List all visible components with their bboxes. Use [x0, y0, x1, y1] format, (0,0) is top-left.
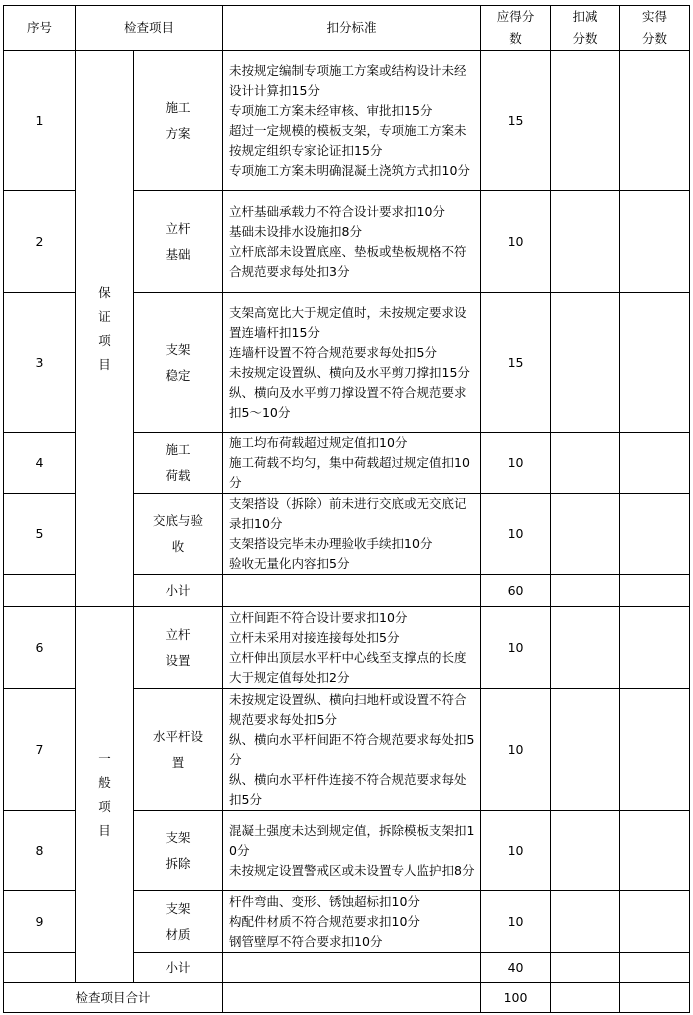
header-should-score: 应得分数: [481, 6, 551, 51]
should-score-cell: 10: [481, 891, 551, 953]
header-seq: 序号: [4, 6, 76, 51]
header-check-item: 检查项目: [76, 6, 223, 51]
subtotal-label: 小计: [134, 953, 223, 983]
item-cell: 立杆设置: [134, 607, 223, 689]
should-score-cell: 10: [481, 191, 551, 293]
item-cell: 交底与验 收: [134, 494, 223, 575]
standard-cell: 立杆基础承载力不符合设计要求扣10分 基础未设排水设施扣8分 立杆底部未设置底座、垫板或垫板规格不符合规范要求每处扣3分: [223, 191, 481, 293]
standard-cell-empty: [223, 983, 481, 1013]
standard-cell-empty: [223, 575, 481, 607]
item-cell: 施工荷载: [134, 433, 223, 494]
item-cell: 施工方案: [134, 51, 223, 191]
actual-score-cell: [620, 575, 690, 607]
seq-cell: 2: [4, 191, 76, 293]
should-score-cell: 10: [481, 494, 551, 575]
header-deduct-standard: 扣分标准: [223, 6, 481, 51]
seq-cell: 1: [4, 51, 76, 191]
actual-score-cell: [620, 607, 690, 689]
deduct-score-cell: [551, 433, 620, 494]
seq-cell-empty: [4, 575, 76, 607]
standard-cell: 混凝土强度未达到规定值，拆除模板支架扣10分 未按规定设置警戒区或未设置专人监护扣8分: [223, 811, 481, 891]
seq-cell-empty: [4, 953, 76, 983]
header-actual-score: 实得分数: [620, 6, 690, 51]
actual-score-cell: [620, 811, 690, 891]
deduct-score-cell: [551, 891, 620, 953]
item-cell: 支架拆除: [134, 811, 223, 891]
should-score-cell: 10: [481, 607, 551, 689]
header-deduct-score: 扣减分数: [551, 6, 620, 51]
standard-cell-empty: [223, 953, 481, 983]
seq-cell: 9: [4, 891, 76, 953]
subtotal-label: 小计: [134, 575, 223, 607]
standard-cell: 未按规定编制专项施工方案或结构设计未经设计计算扣15分 专项施工方案未经审核、审批扣15分 超过一定规模的模板支架，专项施工方案未按规定组织专家论证扣15分 专项施工方案未明确混凝土浇筑方式扣10分: [223, 51, 481, 191]
seq-cell: 8: [4, 811, 76, 891]
deduct-score-cell: [551, 575, 620, 607]
should-score-cell: 15: [481, 51, 551, 191]
total-row: [4, 983, 690, 1013]
deduct-score-cell: [551, 689, 620, 811]
actual-score-cell: [620, 494, 690, 575]
actual-score-cell: [620, 191, 690, 293]
actual-score-cell: [620, 953, 690, 983]
standard-cell: 未按规定设置纵、横向扫地杆或设置不符合规范要求每处扣5分 纵、横向水平杆间距不符合规范要求每处扣5分 纵、横向水平杆件连接不符合规范要求每处扣5分: [223, 689, 481, 811]
seq-cell: 6: [4, 607, 76, 689]
item-cell: 立杆基础: [134, 191, 223, 293]
actual-score-cell: [620, 983, 690, 1013]
seq-cell: 7: [4, 689, 76, 811]
total-label: 检查项目合计: [4, 983, 223, 1013]
item-cell: 水平杆设 置: [134, 689, 223, 811]
subtotal-score: 40: [481, 953, 551, 983]
deduct-score-cell: [551, 191, 620, 293]
actual-score-cell: [620, 293, 690, 433]
total-score: 100: [481, 983, 551, 1013]
deduct-score-cell: [551, 983, 620, 1013]
should-score-cell: 10: [481, 689, 551, 811]
group-general: 一般项目: [76, 607, 134, 983]
deduct-score-cell: [551, 494, 620, 575]
table-row: [4, 51, 690, 191]
table-row: [4, 607, 690, 689]
should-score-cell: 15: [481, 293, 551, 433]
item-cell: 支架稳定: [134, 293, 223, 433]
subtotal-score: 60: [481, 575, 551, 607]
actual-score-cell: [620, 433, 690, 494]
standard-cell: 施工均布荷载超过规定值扣10分 施工荷载不均匀，集中荷载超过规定值扣10分: [223, 433, 481, 494]
should-score-cell: 10: [481, 433, 551, 494]
should-score-cell: 10: [481, 811, 551, 891]
seq-cell: 4: [4, 433, 76, 494]
header-row: [4, 6, 690, 51]
group-guarantee: 保证项目: [76, 51, 134, 607]
inspection-score-table: [3, 5, 690, 1013]
standard-cell: 支架高宽比大于规定值时，未按规定要求设置连墙杆扣15分 连墙杆设置不符合规范要求每处扣5分 未按规定设置纵、横向及水平剪刀撑扣15分 纵、横向及水平剪刀撑设置不符合规范要求扣5～10分: [223, 293, 481, 433]
deduct-score-cell: [551, 51, 620, 191]
item-cell: 支架材质: [134, 891, 223, 953]
deduct-score-cell: [551, 953, 620, 983]
actual-score-cell: [620, 689, 690, 811]
actual-score-cell: [620, 51, 690, 191]
deduct-score-cell: [551, 607, 620, 689]
seq-cell: 3: [4, 293, 76, 433]
standard-cell: 立杆间距不符合设计要求扣10分 立杆未采用对接连接每处扣5分 立杆伸出顶层水平杆中心线至支撑点的长度大于规定值每处扣2分: [223, 607, 481, 689]
standard-cell: 支架搭设（拆除）前未进行交底或无交底记录扣10分 支架搭设完毕未办理验收手续扣10分 验收无量化内容扣5分: [223, 494, 481, 575]
actual-score-cell: [620, 891, 690, 953]
standard-cell: 杆件弯曲、变形、锈蚀超标扣10分 构配件材质不符合规范要求扣10分 钢管壁厚不符合要求扣10分: [223, 891, 481, 953]
deduct-score-cell: [551, 811, 620, 891]
deduct-score-cell: [551, 293, 620, 433]
seq-cell: 5: [4, 494, 76, 575]
